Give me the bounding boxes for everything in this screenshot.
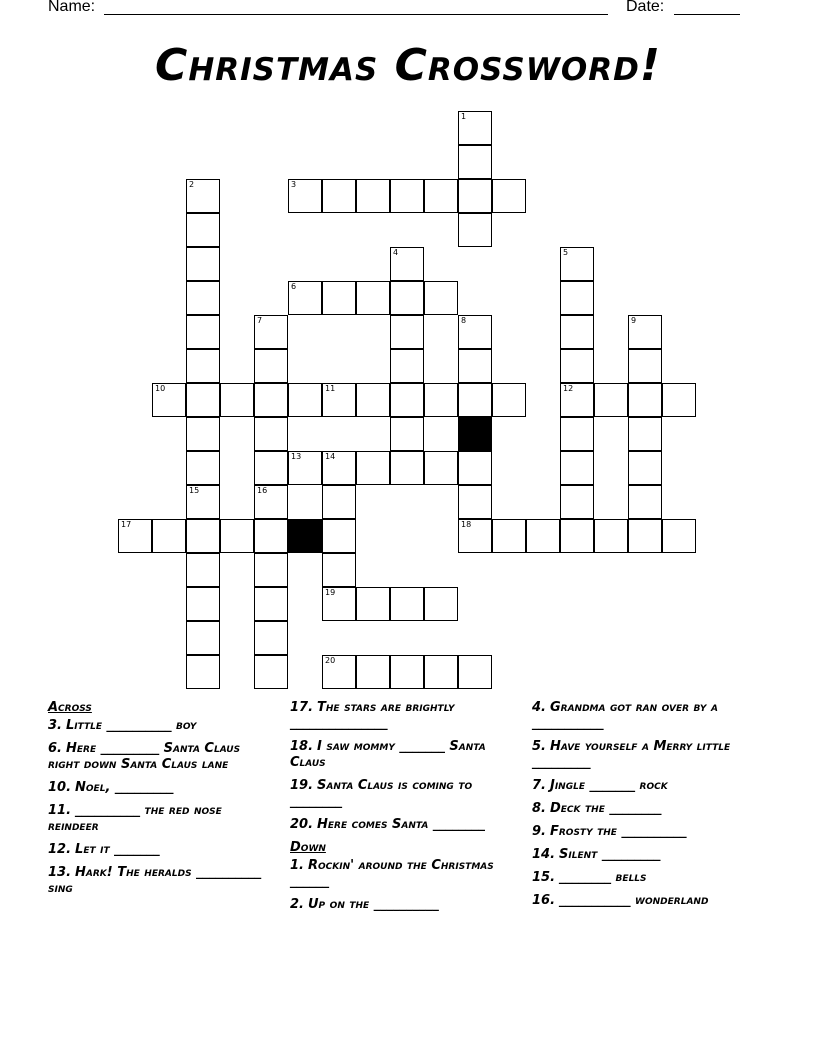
clue-down-4: 4. Grandma got ran over by a ___________ <box>532 700 718 731</box>
clues-column-3 <box>532 700 752 916</box>
clue-across-10: 10. Noel, _________ <box>48 780 174 795</box>
grid-cell[interactable] <box>186 213 220 247</box>
clue-across-17: 17. The stars are brightly _______________ <box>290 700 455 731</box>
grid-cell[interactable] <box>186 383 220 417</box>
grid-cell[interactable] <box>254 655 288 689</box>
grid-cell[interactable] <box>458 145 492 179</box>
clue-number: 17 <box>121 520 132 529</box>
grid-cell[interactable] <box>186 417 220 451</box>
grid-cell[interactable] <box>322 655 356 689</box>
date-label: Date: <box>626 0 665 15</box>
grid-cell[interactable] <box>390 315 424 349</box>
grid-cell[interactable] <box>186 485 220 519</box>
clue-number: 7 <box>257 316 263 325</box>
clue-across-11: 11. __________ the red nose reindeer <box>48 803 222 834</box>
grid-cell[interactable] <box>288 179 322 213</box>
grid-cell[interactable] <box>254 553 288 587</box>
grid-cell[interactable] <box>356 451 390 485</box>
clues-column-1 <box>48 700 263 904</box>
grid-cell[interactable] <box>458 315 492 349</box>
grid-cell[interactable] <box>424 655 458 689</box>
grid-cell[interactable] <box>628 451 662 485</box>
grid-cell[interactable] <box>152 383 186 417</box>
grid-cell[interactable] <box>594 519 628 553</box>
grid-cell[interactable] <box>254 519 288 553</box>
grid-cell[interactable] <box>458 451 492 485</box>
clue-number: 3 <box>291 180 297 189</box>
clue-down-14: 14. Silent _________ <box>532 847 661 862</box>
grid-cell[interactable] <box>356 655 390 689</box>
grid-cell[interactable] <box>424 179 458 213</box>
grid-cell[interactable] <box>594 383 628 417</box>
grid-cell[interactable] <box>628 315 662 349</box>
clue-across-18: 18. I saw mommy _______ Santa Claus <box>290 739 486 770</box>
page-title: Christmas Crossword! <box>155 40 661 91</box>
grid-cell[interactable] <box>186 553 220 587</box>
grid-cell[interactable] <box>322 383 356 417</box>
grid-cell[interactable] <box>424 383 458 417</box>
clue-number: 11 <box>325 384 336 393</box>
grid-cell[interactable] <box>390 417 424 451</box>
clue-number: 19 <box>325 588 336 597</box>
grid-cell[interactable] <box>424 587 458 621</box>
grid-cell[interactable] <box>220 383 254 417</box>
grid-cell[interactable] <box>560 417 594 451</box>
grid-cell[interactable] <box>322 519 356 553</box>
grid-cell[interactable] <box>628 349 662 383</box>
grid-cell[interactable] <box>390 383 424 417</box>
clue-across-12: 12. Let it _______ <box>48 842 160 857</box>
grid-cell[interactable] <box>628 485 662 519</box>
grid-cell[interactable] <box>560 451 594 485</box>
grid-cell[interactable] <box>390 587 424 621</box>
grid-cell[interactable] <box>186 179 220 213</box>
grid-cell[interactable] <box>492 179 526 213</box>
grid-cell[interactable] <box>458 179 492 213</box>
grid-cell[interactable] <box>186 349 220 383</box>
grid-cell[interactable] <box>254 485 288 519</box>
grid-cell[interactable] <box>186 315 220 349</box>
grid-cell[interactable] <box>322 179 356 213</box>
grid-cell[interactable] <box>322 281 356 315</box>
grid-cell[interactable] <box>254 587 288 621</box>
clue-number: 13 <box>291 452 302 461</box>
grid-cell[interactable] <box>458 383 492 417</box>
grid-cell[interactable] <box>152 519 186 553</box>
grid-cell[interactable] <box>390 179 424 213</box>
grid-cell[interactable] <box>458 349 492 383</box>
grid-cell[interactable] <box>220 519 254 553</box>
grid-cell[interactable] <box>322 485 356 519</box>
grid-cell[interactable] <box>356 281 390 315</box>
clue-number: 20 <box>325 656 336 665</box>
grid-cell[interactable] <box>356 383 390 417</box>
clue-across-3: 3. Little __________ boy <box>48 718 197 733</box>
grid-cell[interactable] <box>322 553 356 587</box>
clue-down-9: 9. Frosty the __________ <box>532 824 687 839</box>
clue-number: 18 <box>461 520 472 529</box>
grid-cell[interactable] <box>628 417 662 451</box>
grid-cell[interactable] <box>186 587 220 621</box>
grid-cell[interactable] <box>424 451 458 485</box>
clue-number: 1 <box>461 112 467 121</box>
grid-cell[interactable] <box>186 621 220 655</box>
grid-cell[interactable] <box>254 315 288 349</box>
grid-cell[interactable] <box>118 519 152 553</box>
grid-cell[interactable] <box>356 587 390 621</box>
clue-number: 15 <box>189 486 200 495</box>
grid-cell[interactable] <box>254 349 288 383</box>
grid-cell[interactable] <box>560 315 594 349</box>
grid-cell[interactable] <box>526 519 560 553</box>
clue-down-15: 15. ________ bells <box>532 870 647 885</box>
across-heading: Across <box>48 700 92 715</box>
grid-cell[interactable] <box>322 587 356 621</box>
clue-number: 6 <box>291 282 297 291</box>
black-cell <box>288 519 322 553</box>
grid-cell[interactable] <box>322 451 356 485</box>
clue-down-2: 2. Up on the __________ <box>290 897 439 912</box>
clue-number: 16 <box>257 486 268 495</box>
clue-number: 12 <box>563 384 574 393</box>
grid-cell[interactable] <box>458 485 492 519</box>
clue-number: 14 <box>325 452 336 461</box>
grid-cell[interactable] <box>628 383 662 417</box>
grid-cell[interactable] <box>186 519 220 553</box>
clue-number: 5 <box>563 248 569 257</box>
grid-cell[interactable] <box>662 383 696 417</box>
black-cell <box>458 417 492 451</box>
grid-cell[interactable] <box>390 451 424 485</box>
grid-cell[interactable] <box>390 281 424 315</box>
grid-cell[interactable] <box>186 655 220 689</box>
grid-cell[interactable] <box>458 655 492 689</box>
grid-cell[interactable] <box>458 111 492 145</box>
clue-number: 8 <box>461 316 467 325</box>
grid-cell[interactable] <box>186 247 220 281</box>
grid-cell[interactable] <box>254 417 288 451</box>
grid-cell[interactable] <box>356 179 390 213</box>
grid-cell[interactable] <box>254 621 288 655</box>
down-heading: Down <box>290 840 326 855</box>
grid-cell[interactable] <box>560 247 594 281</box>
clue-down-16: 16. ___________ wonderland <box>532 893 709 908</box>
clue-number: 9 <box>631 316 637 325</box>
grid-cell[interactable] <box>560 383 594 417</box>
clue-across-19: 19. Santa Claus is coming to ________ <box>290 778 473 809</box>
grid-cell[interactable] <box>288 281 322 315</box>
grid-cell[interactable] <box>560 485 594 519</box>
clue-number: 2 <box>189 180 195 189</box>
clue-across-6: 6. Here _________ Santa Claus right down Santa Claus lane <box>48 741 241 772</box>
grid-cell[interactable] <box>560 281 594 315</box>
grid-cell[interactable] <box>560 349 594 383</box>
clue-number: 10 <box>155 384 166 393</box>
clue-down-1: 1. Rockin' around the Christmas ______ <box>290 858 494 889</box>
name-label: Name: <box>48 0 96 15</box>
grid-cell[interactable] <box>628 519 662 553</box>
grid-cell[interactable] <box>390 247 424 281</box>
grid-cell[interactable] <box>492 519 526 553</box>
clue-down-5: 5. Have yourself a Merry little _________ <box>532 739 731 770</box>
clue-number: 4 <box>393 248 399 257</box>
grid-cell[interactable] <box>186 451 220 485</box>
clue-across-13: 13. Hark! The heralds __________ sing <box>48 865 262 896</box>
grid-cell[interactable] <box>458 519 492 553</box>
clue-across-20: 20. Here comes Santa ________ <box>290 817 485 832</box>
grid-cell[interactable] <box>288 451 322 485</box>
grid-cell[interactable] <box>662 519 696 553</box>
grid-cell[interactable] <box>288 383 322 417</box>
grid-cell[interactable] <box>492 383 526 417</box>
grid-cell[interactable] <box>390 349 424 383</box>
clue-down-8: 8. Deck the ________ <box>532 801 662 816</box>
grid-cell[interactable] <box>254 451 288 485</box>
grid-cell[interactable] <box>254 383 288 417</box>
grid-cell[interactable] <box>186 281 220 315</box>
grid-cell[interactable] <box>560 519 594 553</box>
grid-cell[interactable] <box>424 281 458 315</box>
grid-cell[interactable] <box>458 213 492 247</box>
clue-down-7: 7. Jingle _______ rock <box>532 778 668 793</box>
clues-column-2 <box>290 700 510 920</box>
grid-cell[interactable] <box>390 655 424 689</box>
